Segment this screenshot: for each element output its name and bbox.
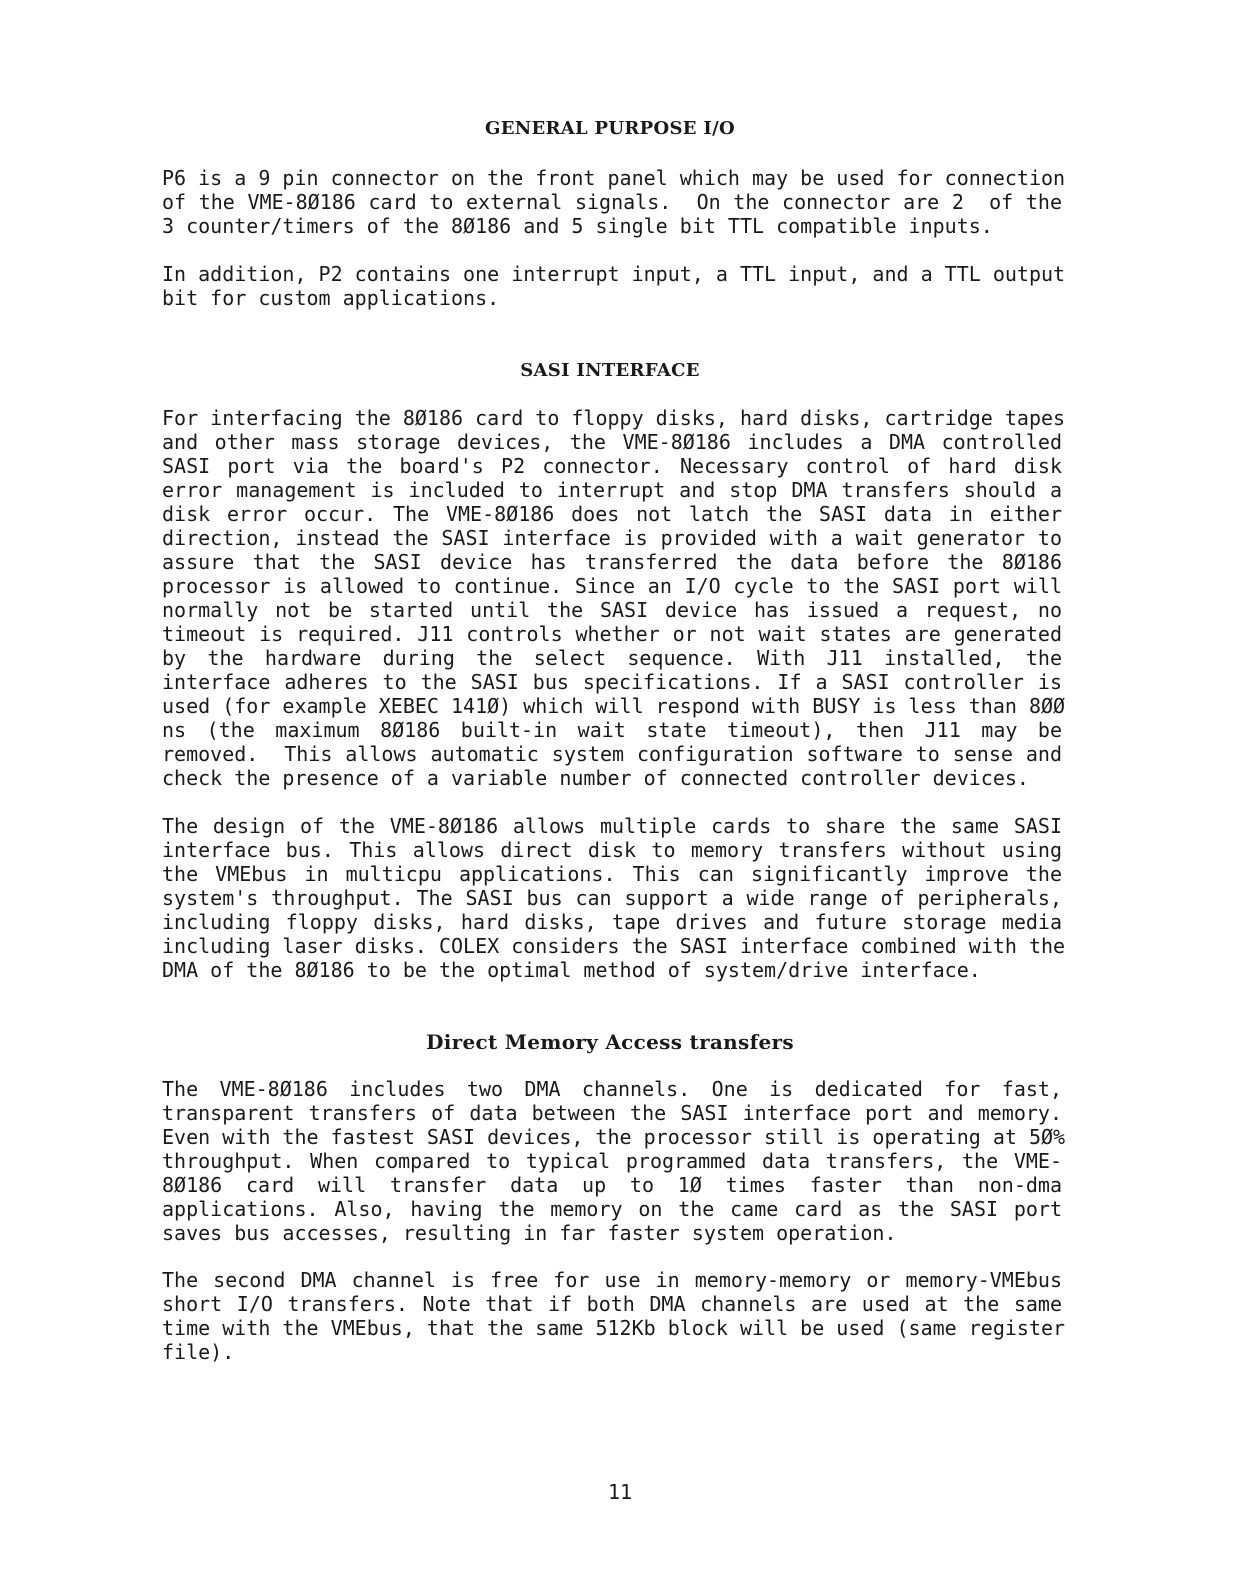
text-line: saves bus accesses, resulting in far faster system operation. xyxy=(162,1221,897,1245)
text-line: SASI port via the board's P2 connector. Necessary control of hard disk xyxy=(162,454,1062,478)
paragraph-shared-sasi-bus xyxy=(162,814,1066,982)
paragraph-second-dma-channel xyxy=(162,1268,1066,1364)
heading-sasi-interface: SASI INTERFACE xyxy=(520,360,700,381)
text-line: ns (the maximum 8Ø186 built-in wait state timeout), then J11 may be xyxy=(162,718,1062,742)
heading-direct-memory-access: Direct Memory Access transfers xyxy=(426,1030,794,1054)
text-line: Even with the fastest SASI devices, the processor still is operating at 5Ø% xyxy=(162,1125,1066,1149)
heading-general-purpose-io: GENERAL PURPOSE I/O xyxy=(485,118,735,139)
text-line: The VME-8Ø186 includes two DMA channels. One is dedicated for fast, xyxy=(162,1077,1062,1101)
text-line: processor is allowed to continue. Since an I/O cycle to the SASI port will xyxy=(162,574,1062,598)
text-line: by the hardware during the select sequence. With J11 installed, the xyxy=(162,646,1062,670)
text-line: timeout is required. J11 controls whether or not wait states are generated xyxy=(162,622,1062,646)
text-line: short I/O transfers. Note that if both DMA channels are used at the same xyxy=(162,1292,1062,1316)
text-line: and other mass storage devices, the VME-8Ø186 includes a DMA controlled xyxy=(162,430,1062,454)
text-line: interface adheres to the SASI bus specifications. If a SASI controller is xyxy=(162,670,1062,694)
text-line: The second DMA channel is free for use in memory-memory or memory-VMEbus xyxy=(162,1268,1062,1292)
text-line: including laser disks. COLEX considers the SASI interface combined with the xyxy=(162,934,1066,958)
text-line: For interfacing the 8Ø186 card to floppy disks, hard disks, cartridge tapes xyxy=(162,406,1066,430)
text-line: removed. This allows automatic system configuration software to sense and xyxy=(162,742,1062,766)
text-line: error management is included to interrupt and stop DMA transfers should a xyxy=(162,478,1062,502)
text-line: of the VME-8Ø186 card to external signals. On the connector are 2 of the xyxy=(162,190,1062,214)
text-line: throughput. When compared to typical programmed data transfers, the VME- xyxy=(162,1149,1062,1173)
text-line: 3 counter/timers of the 8Ø186 and 5 single bit TTL compatible inputs. xyxy=(162,214,993,238)
text-line: In addition, P2 contains one interrupt input, a TTL input, and a TTL output xyxy=(162,262,1066,286)
paragraph-p6-connector xyxy=(162,166,1066,238)
text-line: system's throughput. The SASI bus can support a wide range of peripherals, xyxy=(162,886,1062,910)
text-line: file). xyxy=(162,1340,235,1364)
text-line: including floppy disks, hard disks, tape drives and future storage media xyxy=(162,910,1062,934)
text-line: normally not be started until the SASI device has issued a request, no xyxy=(162,598,1062,622)
paragraph-p2-contents xyxy=(162,262,1066,310)
text-line: bit for custom applications. xyxy=(162,286,500,310)
text-line: The design of the VME-8Ø186 allows multiple cards to share the same SASI xyxy=(162,814,1062,838)
text-line: time with the VMEbus, that the same 512Kb block will be used (same register xyxy=(162,1316,1066,1340)
text-line: interface bus. This allows direct disk to memory transfers without using xyxy=(162,838,1062,862)
paragraph-sasi-port xyxy=(162,406,1066,790)
text-line: DMA of the 8Ø186 to be the optimal method of system/drive interface. xyxy=(162,958,981,982)
text-line: P6 is a 9 pin connector on the front panel which may be used for connection xyxy=(162,166,1066,190)
paragraph-dma-channels xyxy=(162,1077,1066,1245)
page-number: 11 xyxy=(607,1480,633,1504)
text-line: the VMEbus in multicpu applications. This can significantly improve the xyxy=(162,862,1062,886)
text-line: direction, instead the SASI interface is provided with a wait generator to xyxy=(162,526,1062,550)
text-line: assure that the SASI device has transferred the data before the 8Ø186 xyxy=(162,550,1062,574)
text-line: transparent transfers of data between the SASI interface port and memory. xyxy=(162,1101,1062,1125)
text-line: disk error occur. The VME-8Ø186 does not latch the SASI data in either xyxy=(162,502,1062,526)
text-line: check the presence of a variable number of connected controller devices. xyxy=(162,766,1029,790)
text-line: 8Ø186 card will transfer data up to 1Ø times faster than non-dma xyxy=(162,1173,1062,1197)
text-line: used (for example XEBEC 141Ø) which will respond with BUSY is less than 8ØØ xyxy=(162,694,1066,718)
text-line: applications. Also, having the memory on the came card as the SASI port xyxy=(162,1197,1062,1221)
